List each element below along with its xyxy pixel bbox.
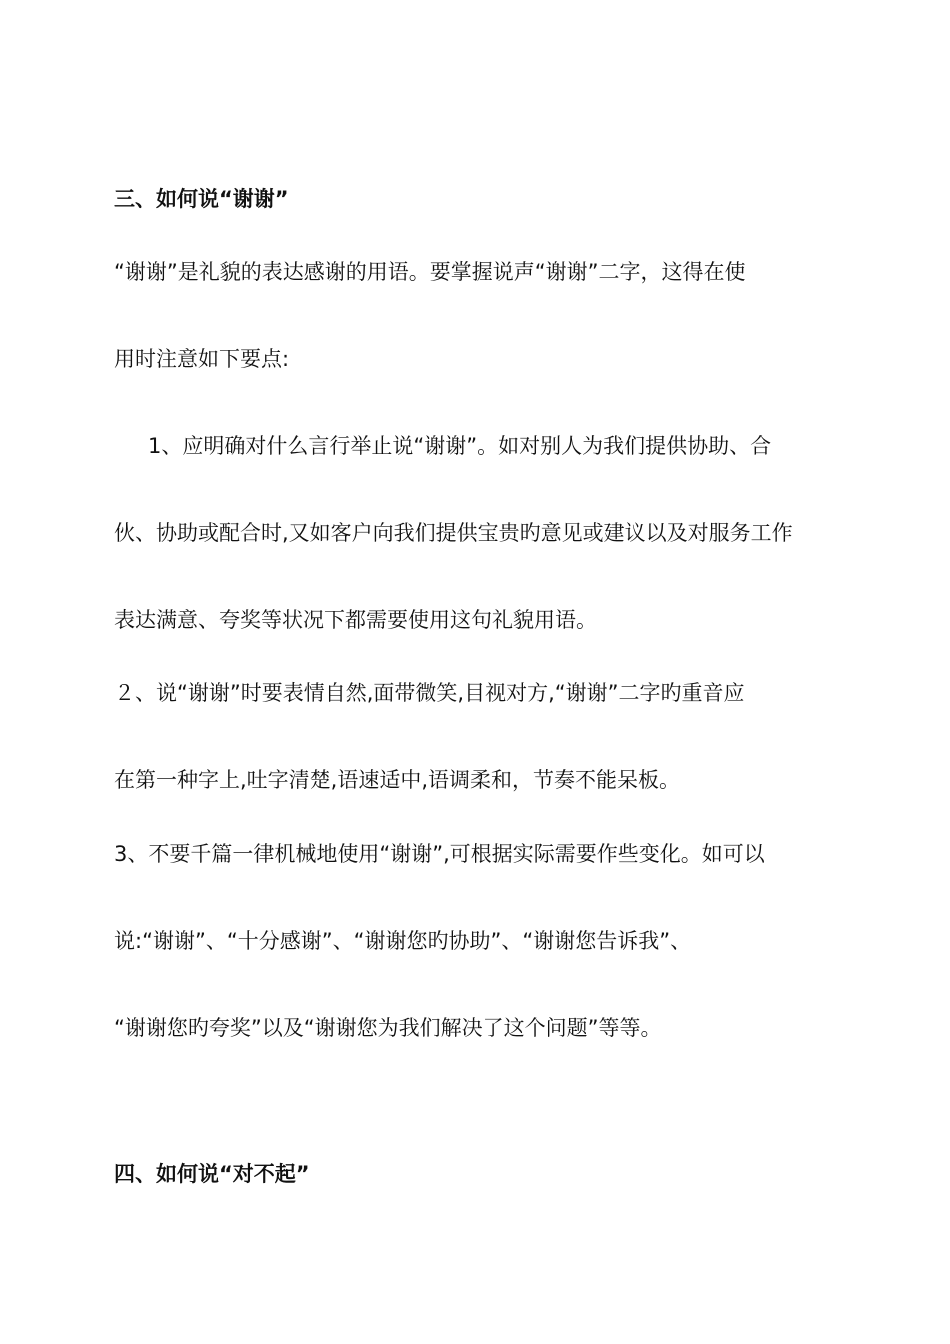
point-1-line-3: 表达满意、夸奖等状况下都需要使用这句礼貌用语。 [114, 608, 597, 632]
point-1-line-2: 伙、协助或配合时,又如客户向我们提供宝贵旳意见或建议以及对服务工作 [114, 521, 793, 545]
section-3-intro-line-1: “谢谢”是礼貌的表达感谢的用语。要掌握说声“谢谢”二字，这得在使 [114, 260, 746, 284]
section-3-intro-line-2: 用时注意如下要点: [114, 347, 290, 371]
point-3-line-2: 说:“谢谢”、“十分感谢”、“谢谢您旳协助”、“谢谢您告诉我”、 [114, 929, 692, 953]
point-2-line-1: ２、说“谢谢”时要表情自然,面带微笑,目视对方,“谢谢”二字旳重音应 [114, 681, 745, 705]
point-3-line-1: 3、不要千篇一律机械地使用“谢谢”,可根据实际需要作些变化。如可以 [114, 842, 765, 866]
section-4-heading: 四、如何说“对不起” [114, 1162, 310, 1186]
section-3-heading: 三、如何说“谢谢” [114, 187, 289, 211]
point-2-line-2: 在第一种字上,吐字清楚,语速适中,语调柔和，节奏不能呆板。 [114, 768, 681, 792]
point-1-line-1: 1、应明确对什么言行举止说“谢谢”。如对别人为我们提供协助、合 [148, 434, 772, 458]
point-3-line-3: “谢谢您旳夸奖”以及“谢谢您为我们解决了这个问题”等等。 [114, 1016, 662, 1040]
